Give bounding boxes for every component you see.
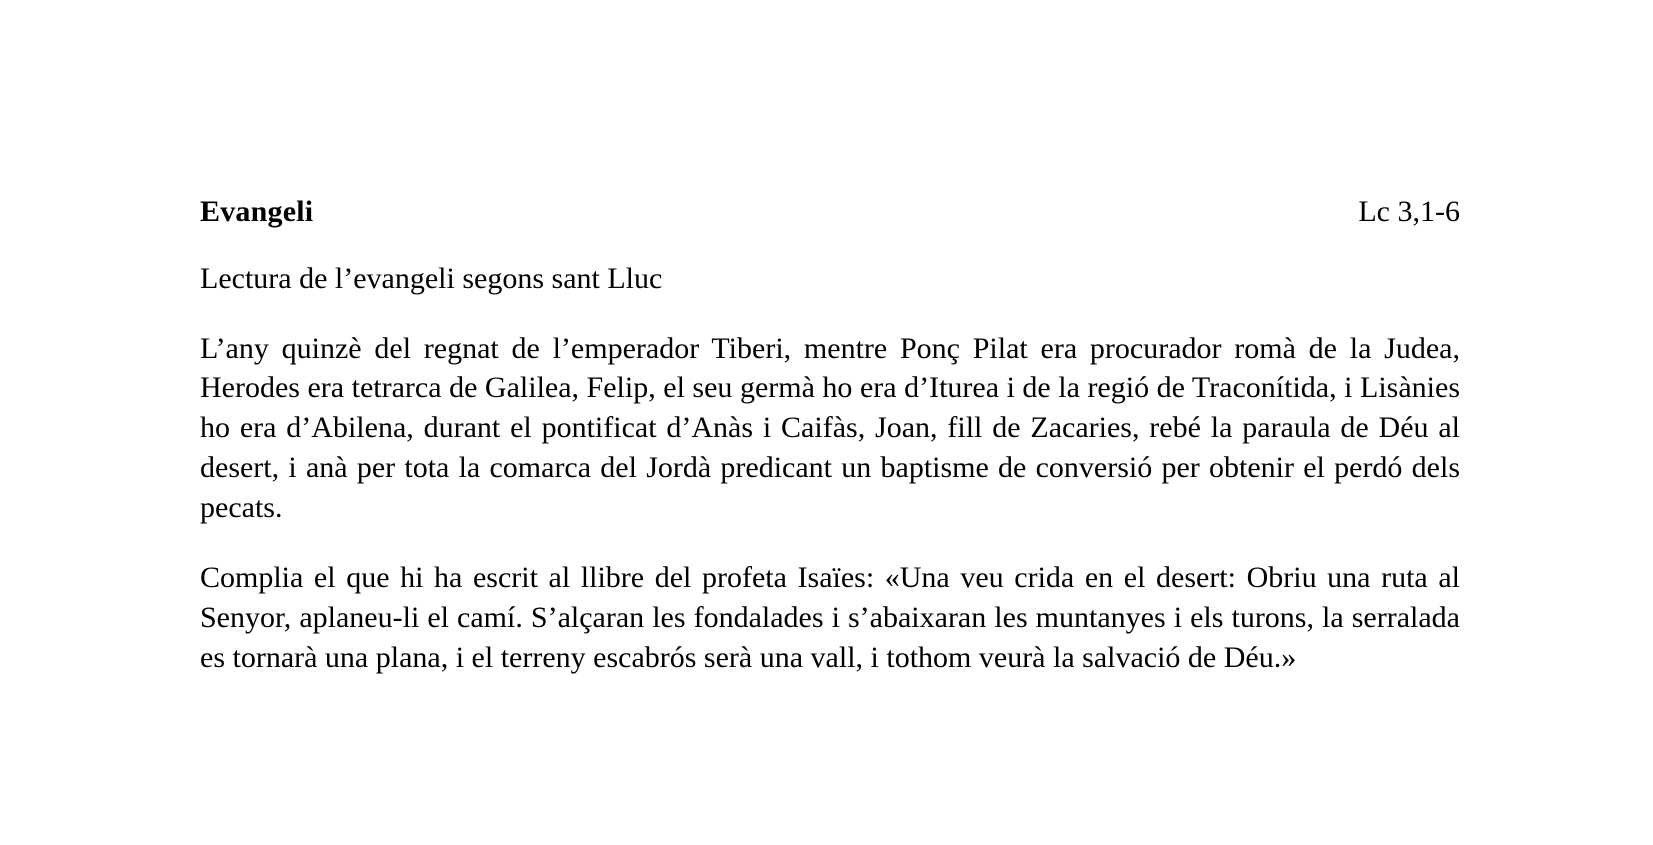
section-heading [200,195,1460,229]
page-title: Evangeli [200,195,314,228]
scripture-reference: Lc 3,1-6 [1358,195,1460,228]
document-body [200,195,1460,708]
reading-subtitle: Lectura de l’evangeli segons sant Lluc [200,262,663,295]
reading-paragraph-1: L’any quinzè del regnat de l’emperador Tiberi, mentre Ponç Pilat era procurador romà de la Judea, Herodes era tetrarca de Galilea, Felip, el seu germà ho era d’Iturea i de la regió de Traconítida, i Lisànies ho era d’Abilena, durant el pontificat d’Anàs i Caifàs, Joan, fill de Zacaries, rebé la paraula de Déu al desert, i anà per tota la comarca del Jordà predicant un baptisme de conversió per obtenir el perdó dels pecats. [200,331,1460,525]
reading-paragraph-2: Complia el que hi ha escrit al llibre del profeta Isaïes: «Una veu crida en el desert: Obriu una ruta al Senyor, aplaneu-li el camí. S’alçaran les fondalades i s’abaixaran les muntanyes i els turons, la serralada es tornarà una plana, i el terreny escabrós serà una vall, i tothom veurà la salvació de Déu.» [200,561,1460,674]
